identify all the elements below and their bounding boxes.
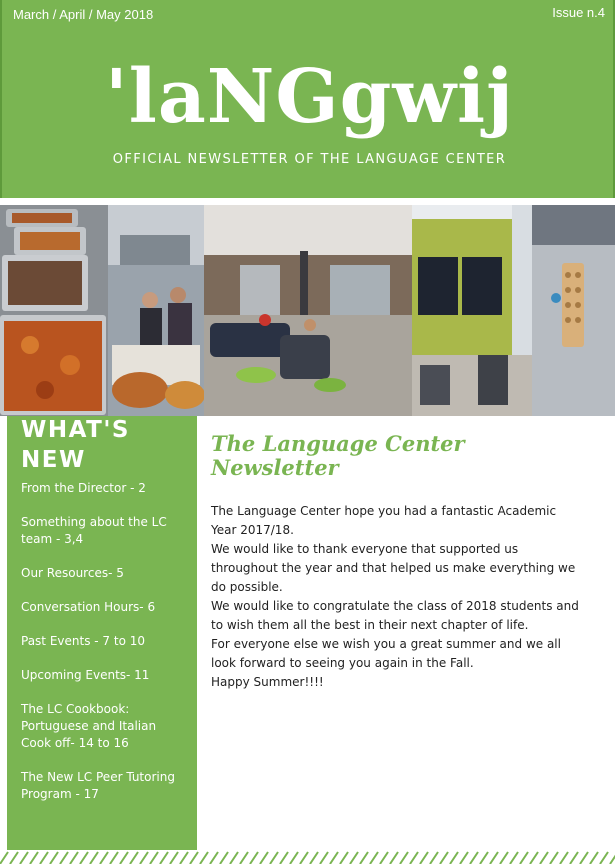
footer-slash [170,852,178,864]
footer-slash [340,852,348,864]
photo-lounge [204,205,412,416]
footer-slash [220,852,228,864]
footer-slash [190,852,198,864]
toc-item: Our Resources- 5 [21,566,124,580]
footer-slash [590,852,598,864]
footer-slash [20,852,28,864]
footer-slash [60,852,68,864]
photo-collage [0,205,615,416]
footer-slash [580,852,588,864]
footer-slash [440,852,448,864]
article-paragraph: For everyone else we wish you a great summer and we all look forward to seeing you again in the Fall. [211,637,561,670]
footer-slash [260,852,268,864]
footer-slash [530,852,538,864]
article-paragraph: We would like to congratulate the class of 2018 students and to wish them all the best in their next chapter of life. [211,599,579,632]
footer-slash [200,852,208,864]
footer-slash [430,852,438,864]
footer-slash [280,852,288,864]
footer-slash [140,852,148,864]
footer-slash [330,852,338,864]
footer-slash [400,852,408,864]
newsletter-title: 'laNGgwij [105,54,514,140]
toc-item: From the Director - 2 [21,481,146,495]
toc-item: Past Events - 7 to 10 [21,634,145,648]
collage-svg [0,205,615,416]
photo-game-board [532,205,615,416]
newsletter-subtitle: OFFICIAL NEWSLETTER OF THE LANGUAGE CENTER [112,152,507,167]
toc-item: Something about the LC team - 3,4 [21,515,167,546]
footer-slash [560,852,568,864]
footer-slash [100,852,108,864]
footer-slash [130,852,138,864]
article-paragraph: Happy Summer!!!! [211,675,324,689]
toc-item: The LC Cookbook: Portuguese and Italian Cook off- 14 to 16 [21,702,157,750]
article-body [211,502,583,692]
footer-slash [360,852,368,864]
footer-slash [160,852,168,864]
footer-slash [490,852,498,864]
table-of-contents [21,480,183,803]
footer-slash [350,852,358,864]
footer-slash [30,852,38,864]
footer-slash [180,852,188,864]
footer-slash [150,852,158,864]
footer-slash [290,852,298,864]
footer-slash [410,852,418,864]
article-title: The Language Center Newsletter [211,431,465,480]
footer-slash [520,852,528,864]
footer-slash [0,852,8,864]
footer-slash [600,852,608,864]
masthead-header [0,0,615,198]
footer-slash [310,852,318,864]
footer-slash [120,852,128,864]
footer-slash [610,852,615,864]
issue-date: March / April / May 2018 [13,7,154,22]
footer-slash [230,852,238,864]
footer-slash [380,852,388,864]
footer-slash [70,852,78,864]
footer-slash [550,852,558,864]
article-paragraph: The Language Center hope you had a fantastic Academic Year 2017/18. [211,504,557,537]
article-section [211,432,583,692]
footer-slash [510,852,518,864]
footer-slash [370,852,378,864]
article-paragraph: We would like to thank everyone that supported us throughout the year and that helped us make everything we do possible. [211,542,576,594]
footer-pattern [0,850,615,864]
footer-slash [40,852,48,864]
footer-slash [480,852,488,864]
footer-slash [570,852,578,864]
photo-media-room [412,205,532,416]
footer-slash [210,852,218,864]
photo-buffet-crowd [108,205,205,416]
footer-slash [10,852,18,864]
footer-slash [460,852,468,864]
decorative-footer-border [0,850,615,864]
footer-slash [250,852,258,864]
toc-item: Conversation Hours- 6 [21,600,156,614]
photo-food-trays [0,205,108,416]
footer-slash [470,852,478,864]
whats-new-sidebar [7,416,197,850]
footer-slash [80,852,88,864]
footer-slash [110,852,118,864]
footer-slash [320,852,328,864]
footer-slash [390,852,398,864]
footer-slash [540,852,548,864]
issue-number: Issue n.4 [552,5,605,20]
footer-slash [500,852,508,864]
footer-slash [450,852,458,864]
toc-item: Upcoming Events- 11 [21,668,150,682]
footer-slash [420,852,428,864]
footer-slash [270,852,278,864]
footer-slash [90,852,98,864]
toc-item: The New LC Peer Tutoring Program - 17 [21,770,175,801]
sidebar-title: WHAT'S NEW [21,417,130,473]
footer-slash [50,852,58,864]
footer-slash [300,852,308,864]
footer-slash [240,852,248,864]
